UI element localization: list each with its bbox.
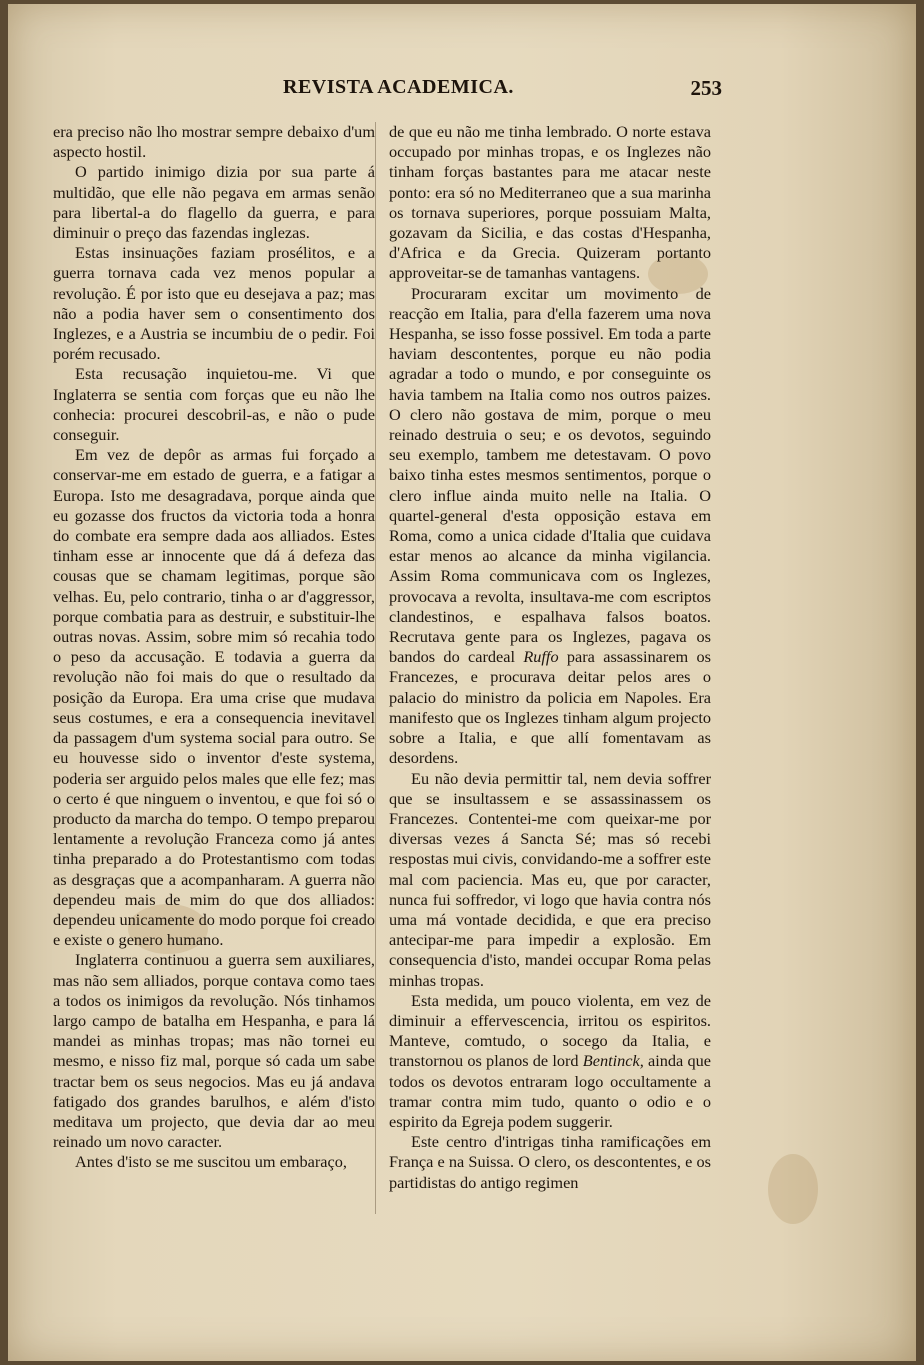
- paragraph: Inglaterra continuou a guerra sem auxiliares, mas não sem alliados, porque contava como taes a todos os inimigos da revolução. Nós tinhamos largo campo de batalha em Hespanha, e para lá mandei as minhas tropas; mas não tornei eu mesmo, e nisso fiz mal, porque só cada um sabe tractar bem os seus negocios. Mas eu já andava fatigado dos grandes barulhos, e além d'isto meditava um projecto, que devia dar ao meu reinado um novo caracter.: [53, 950, 375, 1152]
- left-column: [53, 122, 375, 1173]
- paragraph: Antes d'isto se me suscitou um embaraço,: [75, 1152, 347, 1172]
- text-run: Procuraram excitar um movimento de reacção em Italia, para d'ella fazerem uma nova Hespanha, se isso fosse possivel. Em toda a parte haviam descontentes, porque eu não podia agradar a todo o mundo, e por conseguinte os havia tambem na Italia como nos outros paizes. O clero não gostava de mim, porque o meu reinado destruia o seu; e os devotos, seguindo seu exemplo, tambem me detestavam. O povo baixo tinha estes mesmos sentimentos, porque o clero influe ainda muito nelle na Italia. O quartel-general d'esta opposição estava em Roma, como a unica cidade d'Italia que cuidava estar menos ao alcance da minha vigilancia. Assim Roma communicava com os Inglezes, provocava a revolta, insultava-me com escriptos clandestinos, e espalhava falsos boatos. Recrutava gente para os Inglezes, pagava os bandos do cardeal: [389, 283, 711, 667]
- paragraph: O partido inimigo dizia por sua parte á multidão, que elle não pegava em armas senão para libertal-a do flagello da guerra, e para diminuir o preço das fazendas inglezas.: [53, 162, 375, 243]
- running-title: REVISTA ACADEMICA.: [283, 76, 514, 98]
- text-run: Esta medida, um pouco violenta, em vez de diminuir a effervescencia, irritou os espiritos. Manteve, comtudo, o socego da Italia, e transtornou os planos de lord: [389, 990, 711, 1071]
- paragraph: era preciso não lho mostrar sempre debaixo d'um aspecto hostil.: [53, 122, 375, 162]
- text-run: para assassinarem os Francezes, e procurava deitar pelos ares o palacio do ministro da policia em Napoles. Era manifesto que os Inglezes tinham algum projecto sobre a Italia, e que allí fomentavam as desordens.: [389, 647, 711, 768]
- paragraph: [389, 284, 711, 769]
- italic-name: Ruffo: [523, 647, 559, 667]
- right-column: [389, 122, 711, 1193]
- paragraph: Este centro d'intrigas tinha ramificações em França e na Suissa. O clero, os descontentes, e os partidistas do antigo regimen: [389, 1132, 711, 1192]
- paragraph: Eu não devia permittir tal, nem devia soffrer que se insultassem e se assassinassem os Francezes. Contentei-me com queixar-me por diversas vezes á Sancta Sé; mas só recebi respostas mui civis, convidando-me a soffrer este mal com paciencia. Mas eu, que por caracter, nunca fui soffredor, vi logo que havia contra nós uma má vontade decidida, e que era preciso antecipar-me para impedir a explosão. Em consequencia d'isto, mandei occupar Roma pelas minhas tropas.: [389, 768, 711, 990]
- text-run: ainda que todos os devotos entraram logo occultamente a tramar contra mim tudo, quanto o odio e o espirito da Egreja podem suggerir.: [389, 1051, 711, 1131]
- paragraph: de que eu não me tinha lembrado. O norte estava occupado por minhas tropas, e os Inglezes não tinham forças bastantes para me atacar neste ponto: era só no Mediterraneo que a sua marinha os tornava superiores, porque possuiam Malta, gozavam da Sicilia, e das costas d'Hespanha, d'Africa e da Grecia. Quizeram portanto approveitar-se de tamanhas vantagens.: [389, 122, 711, 283]
- paragraph: Em vez de depôr as armas fui forçado a conservar-me em estado de guerra, e a fatigar a Europa. Isto me desagradava, porque ainda que eu gozasse dos fructos da victoria toda a honra do combate era sempre dada aos alliados. Estes tinham esse ar innocente que dá á defeza das cousas que se chamam legitimas, porque são velhas. Eu, pelo contrario, tinha o ar d'aggressor, porque combatia para as destruir, e substituir-lhe outras novas. Assim, sobre mim só recahia todo o peso da accusação. E todavia a guerra da revolução não foi mais do que o resultado da posição da Europa. Era uma crise que mudava seus costumes, e era a consequencia inevitavel da passagem d'um systema social para outro. Se eu houvesse sido o inventor d'este systema, poderia ser arguido pelos males que elle fez; mas o certo é que ninguem o inventou, e que foi só o producto da marcha do tempo. O tempo preparou lentamente a revolução Franceza como já antes tinha preparado a do Protestantismo com todas as desgraças que a acompanharam. A guerra não dependeu mais de mim do que dos alliados: dependeu unicamente do modo porque foi creado e existe o genero humano.: [53, 445, 375, 950]
- paragraph: Estas insinuações faziam prosélitos, e a guerra tornava cada vez menos popular a revolução. É por isto que eu desejava a paz; mas não a podia haver sem o consentimento dos Inglezes, e a Austria se incumbiu de o pedir. Foi porém recusado.: [53, 243, 375, 364]
- paper-stain: [768, 1154, 818, 1224]
- page-header: [58, 76, 722, 106]
- paragraph: Esta recusação inquietou-me. Vi que Inglaterra se sentia com forças que eu não lhe conhecia: procurei descobril-as, e não o pude conseguir.: [53, 364, 375, 445]
- page-number: 253: [690, 76, 722, 100]
- column-rule: [375, 122, 376, 1214]
- italic-name: Bentinck,: [582, 1051, 644, 1071]
- book-page: [8, 4, 916, 1361]
- paragraph: [389, 991, 711, 1132]
